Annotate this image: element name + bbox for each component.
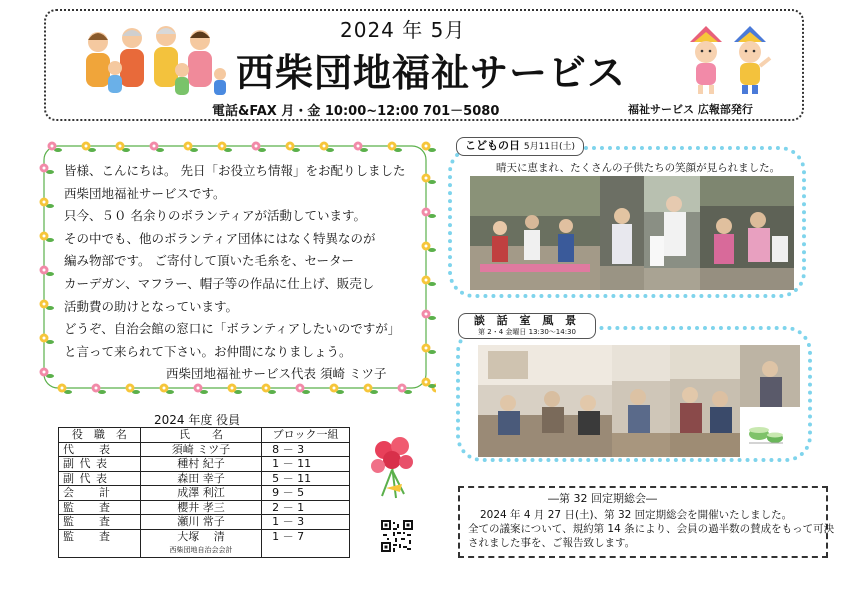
officer-org-note: 西柴団地自治会会計: [140, 544, 261, 558]
kids-day-label: [456, 137, 584, 156]
vine-flower-center: [425, 313, 428, 316]
vine-flower-center: [163, 387, 166, 390]
vine-flower-center: [119, 145, 122, 148]
qr-code[interactable]: [381, 520, 413, 552]
officer-name: 須崎 ミツ子: [140, 442, 261, 457]
officers-table: [58, 427, 350, 558]
vine-flower-center: [425, 145, 428, 148]
vine-flower-center: [425, 211, 428, 214]
vine-flower-center: [43, 167, 46, 170]
officer-role: 副 代 表: [59, 457, 141, 472]
column-header-role: 役 職 名: [59, 428, 141, 443]
table-row: [59, 442, 350, 457]
message-line: その中でも、他のボランティア団体にはなく特異なのが: [64, 230, 376, 246]
family-illustration: [70, 20, 240, 100]
vine-flower-center: [85, 145, 88, 148]
officer-block: 1 － 7: [262, 529, 350, 544]
officer-block: 1 － 11: [262, 457, 350, 472]
table-row: [59, 529, 350, 544]
issue-date: 2024 年 5月: [340, 18, 466, 42]
kids-day-photo: [470, 176, 600, 290]
officer-role: 監 査: [59, 529, 141, 544]
officer-block: 9 － 5: [262, 486, 350, 501]
vine-flower-center: [187, 145, 190, 148]
vine-flower-center: [197, 387, 200, 390]
officer-block: 5 － 11: [262, 471, 350, 486]
vine-flower-center: [425, 177, 428, 180]
vine-flower-center: [323, 145, 326, 148]
vine-flower-center: [43, 235, 46, 238]
vine-flower-center: [43, 303, 46, 306]
newsletter-title: 西柴団地福祉サービス: [236, 51, 627, 95]
officer-role: 副 代 表: [59, 471, 141, 486]
message-line: 編み物部です。 ご寄付して頂いた毛糸を、セーター: [64, 253, 354, 269]
vine-flower-center: [43, 371, 46, 374]
table-row: [59, 500, 350, 515]
table-header-row: [59, 428, 350, 443]
salon-label: [458, 313, 596, 339]
publisher-credit: 福祉サービス 広報部発行: [628, 103, 753, 116]
table-row: [59, 471, 350, 486]
column-header-name: 氏 名: [140, 428, 261, 443]
table-row: [59, 515, 350, 530]
message-signature: 西柴団地福祉サービス代表 須崎 ミツ子: [166, 366, 387, 382]
vine-flower-center: [425, 279, 428, 282]
officer-role: 代 表: [59, 442, 141, 457]
vine-flower-center: [299, 387, 302, 390]
vine-flower-center: [61, 387, 64, 390]
meeting-notice-body: [468, 508, 835, 550]
column-header-block: ブロック一組: [262, 428, 350, 443]
officer-name: 瀬川 常子: [140, 515, 261, 530]
officer-role: 監 査: [59, 515, 141, 530]
vine-flower-center: [153, 145, 156, 148]
kids-day-caption: 晴天に恵まれ、たくさんの子供たちの笑顔が見られました。: [496, 162, 781, 174]
vine-flower-center: [255, 145, 258, 148]
vine-flower-center: [43, 269, 46, 272]
officer-name: 森田 幸子: [140, 471, 261, 486]
officer-role: 監 査: [59, 500, 141, 515]
officer-block: 1 － 3: [262, 515, 350, 530]
message-line: 活動費の助けとなっています。: [64, 298, 239, 314]
officers-caption: 2024 年度 役員: [154, 413, 241, 427]
vine-flower-center: [425, 245, 428, 248]
message-line: どうぞ、自治会館の窓口に「ボランティアしたいのですが」: [64, 321, 401, 337]
message-line: 皆様、こんにちは。 先日「お役立ち情報」をお配りしました: [64, 163, 406, 178]
carnation-flower-illustration: [370, 436, 416, 502]
vine-flower-center: [391, 145, 394, 148]
teacup-illustration: [745, 416, 785, 446]
vine-flower-center: [43, 201, 46, 204]
vine-flower-center: [357, 145, 360, 148]
message-line: 只今、５０ 名余りのボランティアが活動しています。: [64, 208, 366, 224]
vine-flower-center: [231, 387, 234, 390]
officer-name: 種村 紀子: [140, 457, 261, 472]
meeting-notice-title: ―第 32 回定期総会―: [548, 492, 657, 505]
salon-title: 談 話 室 風 景: [473, 314, 581, 327]
notice-line: 2024 年 4 月 27 日(土)、第 32 回定期総会を開催いたしました。: [480, 509, 793, 521]
table-row: [59, 486, 350, 501]
table-note-row: [59, 544, 350, 558]
kids-day-title: こどもの日: [465, 139, 520, 152]
vine-flower-center: [289, 145, 292, 148]
vine-flower-center: [51, 145, 54, 148]
vine-flower-center: [95, 387, 98, 390]
salon-photo: [670, 345, 740, 457]
officer-block: 2 － 1: [262, 500, 350, 515]
vine-flower-center: [129, 387, 132, 390]
vine-flower-center: [221, 145, 224, 148]
kabuto-children-illustration: [684, 22, 772, 96]
message-line: カーデガン、マフラー、帽子等の作品に仕上げ、販売し: [64, 275, 375, 291]
table-row: [59, 457, 350, 472]
notice-line: 全ての議案について、規約第 14 条により、会員の過半数の賛成をもって可決: [468, 523, 835, 535]
kids-day-photo: [700, 176, 794, 290]
vine-flower-center: [43, 337, 46, 340]
contact-info: 電話&FAX 月・金 10:00~12:00 701－5080: [212, 104, 500, 119]
vine-flower-center: [367, 387, 370, 390]
salon-schedule: 第 2・4 金曜日 13:30～14:30: [478, 328, 576, 336]
vine-flower-center: [401, 387, 404, 390]
salon-photo: [612, 345, 670, 457]
vine-flower-center: [265, 387, 268, 390]
officer-name: 櫻井 孝三: [140, 500, 261, 515]
vine-flower-center: [425, 347, 428, 350]
kids-day-photo: [600, 176, 644, 290]
greeting-message: [64, 160, 424, 386]
vine-flower-center: [425, 381, 428, 384]
officer-role: 会 計: [59, 486, 141, 501]
officer-name: 大塚 清: [140, 529, 261, 544]
vine-flower-center: [333, 387, 336, 390]
salon-photo: [478, 345, 612, 457]
officer-block: 8 － 3: [262, 442, 350, 457]
message-line: と言って来られて下さい。お仲間になりましょう。: [64, 343, 352, 359]
kids-day-photo: [644, 176, 700, 290]
kids-day-date: 5月11日(土): [523, 142, 576, 152]
message-line: 西柴団地福祉サービスです。: [64, 185, 226, 201]
notice-line: されました事を、ご報告致します。: [468, 537, 636, 549]
officer-name: 成澤 利江: [140, 486, 261, 501]
salon-photo: [740, 345, 800, 407]
greeting-message-box: [34, 136, 436, 398]
